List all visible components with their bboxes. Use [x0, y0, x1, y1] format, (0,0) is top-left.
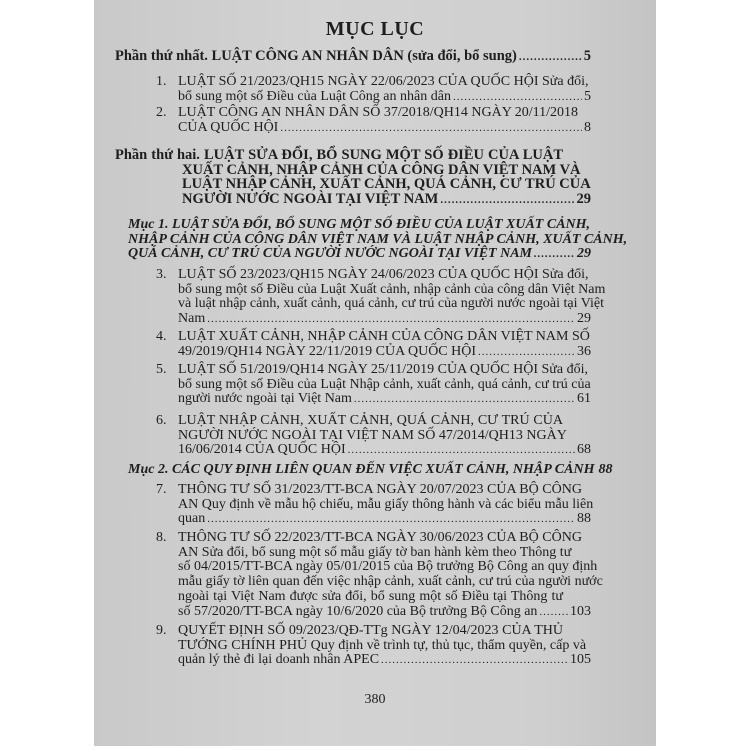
- toc-entry: [115, 49, 591, 65]
- entry-text-line: ngoài tại Việt Nam được sửa đổi, bổ sung một số Điều tại Thông tư: [178, 588, 563, 604]
- toc-entry: [156, 362, 591, 407]
- entry-number: 7.: [156, 482, 167, 497]
- entry-text-line: LUẬT SỐ 23/2023/QH15 NGÀY 24/06/2023 CỦA QUỐC HỘI Sửa đổi,: [178, 267, 589, 282]
- entry-text-line: người nước ngoài tại Việt Nam: [178, 391, 352, 407]
- entry-text-line: XUẤT CẢNH, NHẬP CẢNH CỦA CÔNG DÂN VIỆT NAM VÀ: [182, 161, 581, 178]
- entry-page-number: 103: [570, 603, 591, 619]
- entry-page-number: 29: [576, 191, 591, 208]
- entry-page-number: 5: [584, 88, 591, 104]
- entry-text-line: THÔNG TƯ SỐ 31/2023/TT-BCA NGÀY 20/07/2023 CỦA BỘ CÔNG: [178, 482, 582, 497]
- entry-text-line: Phần thứ nhất. LUẬT CÔNG AN NHÂN DÂN (sửa đổi, bổ sung): [115, 48, 517, 64]
- dot-leader: [348, 443, 575, 458]
- entry-page-number: 68: [577, 442, 591, 458]
- entry-text-line: LUẬT CÔNG AN NHÂN DÂN SỐ 37/2018/QH14 NGÀY 20/11/2018: [178, 105, 579, 120]
- entry-text-line: LUẬT SỐ 51/2019/QH14 NGÀY 25/11/2019 CỦA QUỐC HỘI Sửa đổi,: [178, 362, 588, 377]
- entry-text-line: Mục 2. CÁC QUY ĐỊNH LIÊN QUAN ĐẾN VIỆC XUẤT CẢNH, NHẬP CẢNH: [128, 462, 595, 477]
- page-title: MỤC LỤC: [325, 18, 425, 40]
- toc-entry: [156, 105, 591, 135]
- part-label: Phần thứ hai.: [115, 147, 200, 163]
- dot-leader: [539, 605, 568, 620]
- entry-text-line: NGƯỜI NƯỚC NGOÀI TẠI VIỆT NAM SỐ 47/2014/QH13 NGÀY: [178, 427, 567, 443]
- toc-entry: [156, 530, 603, 619]
- dot-leader: [280, 121, 582, 136]
- entry-text-line: AN Sửa đổi, bổ sung một số mẫu giấy tờ ban hành kèm theo Thông tư: [178, 544, 572, 560]
- entry-text-line: LUẬT NHẬP CẢNH, XUẤT CẢNH, QUÁ CẢNH, CƯ TRÚ CỦA: [182, 176, 591, 193]
- dot-leader: [381, 653, 568, 668]
- entry-text-line: NGƯỜI NƯỚC NGOÀI TẠI VIỆT NAM: [182, 191, 439, 208]
- entry-text-line: quản lý thẻ đi lại doanh nhân APEC: [178, 652, 380, 668]
- entry-text-line: số 57/2020/TT-BCA ngày 10/6/2020 của Bộ trưởng Bộ Công an: [178, 603, 538, 619]
- toc-entry: [156, 623, 591, 668]
- toc-entry: [156, 482, 594, 527]
- entry-text-line: AN Quy định về mẫu hộ chiếu, mẫu giấy thông hành và các biểu mẫu liên: [178, 496, 594, 512]
- dot-leader: [519, 50, 582, 65]
- entry-number: 6.: [156, 413, 167, 428]
- entry-page-number: 36: [577, 343, 591, 359]
- entry-text-line: mẫu giấy tờ liên quan đến việc nhập cảnh, xuất cảnh, cư trú của người nước: [178, 574, 603, 590]
- entry-text-line: QUÁ CẢNH, CƯ TRÚ CỦA NGƯỜI NƯỚC NGOÀI TẠI VIỆT NAM: [128, 246, 532, 262]
- entry-number: 5.: [156, 362, 167, 377]
- entry-text-line: Nam: [178, 311, 206, 327]
- entry-text-line: TƯỚNG CHÍNH PHỦ Quy định về trình tự, thủ tục, thẩm quyền, cấp và: [178, 637, 587, 653]
- entry-page-number: 88: [577, 511, 591, 527]
- entry-page-number: 61: [577, 391, 591, 407]
- entry-text-line: NHẬP CẢNH CỦA CÔNG DÂN VIỆT NAM VÀ LUẬT NHẬP CẢNH, XUẤT CẢNH,: [128, 231, 628, 247]
- toc-entry: [128, 217, 628, 262]
- dot-leader: [354, 392, 575, 407]
- entry-text-line: bổ sung một số Điều của Luật Công an nhân dân: [178, 88, 451, 104]
- dot-leader: [453, 90, 582, 105]
- dot-leader: [478, 345, 575, 360]
- entry-number: 1.: [156, 74, 167, 89]
- toc-entry: [156, 74, 591, 104]
- entry-text-line: CỦA QUỐC HỘI: [178, 119, 279, 135]
- dot-leader: [440, 193, 574, 208]
- entry-text-line: QUYẾT ĐỊNH SỐ 09/2023/QĐ-TTg NGÀY 12/04/2023 CỦA THỦ: [178, 623, 563, 638]
- entry-page-number: 88: [598, 462, 613, 477]
- toc-entry: [115, 148, 591, 208]
- entry-page-number: 29: [577, 246, 591, 262]
- page-number: 380: [364, 692, 386, 707]
- entry-text-line: số 04/2015/TT-BCA ngày 05/01/2015 của Bộ trưởng Bộ Công an quy định: [178, 559, 598, 575]
- entry-number: 2.: [156, 105, 167, 120]
- entry-text-line: 49/2019/QH14 NGÀY 22/11/2019 CỦA QUỐC HỘI: [178, 343, 477, 359]
- entry-number: 9.: [156, 623, 167, 638]
- toc-entry: [156, 329, 591, 359]
- entry-page-number: 8: [584, 119, 591, 135]
- toc-entry: [156, 413, 591, 458]
- dot-leader: [534, 247, 575, 262]
- entry-text-line: 16/06/2014 CỦA QUỐC HỘI: [178, 442, 346, 458]
- entry-text-line: bổ sung một số Điều của Luật Nhập cảnh, xuất cảnh, quá cảnh, cư trú của: [178, 376, 591, 392]
- dot-leader: [207, 512, 575, 527]
- entry-text-line: bổ sung một số Điều của Luật Xuất cảnh, nhập cảnh của công dân Việt Nam: [178, 281, 606, 297]
- document-page: [94, 0, 656, 746]
- entry-text-line: và luật nhập cảnh, xuất cảnh, quá cảnh, cư trú của người nước ngoài tại Việt: [178, 296, 604, 312]
- entry-page-number: 5: [583, 48, 591, 64]
- entry-page-number: 29: [577, 311, 591, 327]
- entry-text-line: LUẬT NHẬP CẢNH, XUẤT CẢNH, QUÁ CẢNH, CƯ TRÚ CỦA: [178, 413, 563, 428]
- toc-entry: [156, 267, 606, 327]
- entry-text-line: quan: [178, 511, 206, 527]
- entry-number: 4.: [156, 329, 167, 344]
- entry-text-line: LUẬT SỬA ĐỔI, BỔ SUNG MỘT SỐ ĐIỀU CỦA LUẬT: [204, 147, 563, 163]
- entry-page-number: 105: [570, 652, 591, 668]
- entry-text-line: LUẬT SỐ 21/2023/QH15 NGÀY 22/06/2023 CỦA QUỐC HỘI Sửa đổi,: [178, 74, 589, 89]
- entry-text-line: LUẬT XUẤT CẢNH, NHẬP CẢNH CỦA CÔNG DÂN VIỆT NAM SỐ: [178, 329, 590, 344]
- entry-number: 3.: [156, 267, 167, 282]
- toc-entry: [128, 462, 613, 478]
- dot-leader: [207, 312, 575, 327]
- entry-number: 8.: [156, 530, 167, 545]
- entry-text-line: THÔNG TƯ SỐ 22/2023/TT-BCA NGÀY 30/06/2023 CỦA BỘ CÔNG: [178, 530, 582, 545]
- entry-text-line: Mục 1. LUẬT SỬA ĐỔI, BỔ SUNG MỘT SỐ ĐIỀU CỦA LUẬT XUẤT CẢNH,: [128, 217, 591, 232]
